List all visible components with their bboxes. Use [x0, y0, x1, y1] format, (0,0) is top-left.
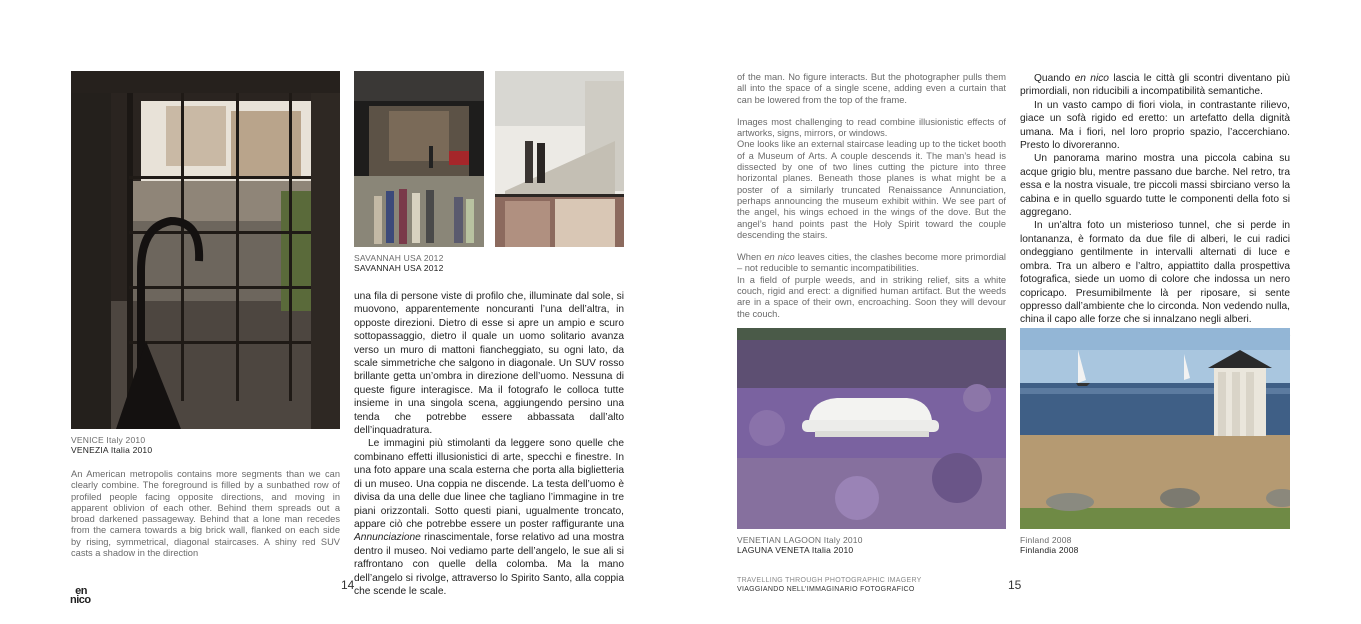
photo-savannah-museum: [495, 71, 624, 247]
caption-lagoon-en: VENETIAN LAGOON Italy 2010: [737, 535, 863, 545]
italian-right-paragraph-3: Un panorama marino mostra una piccola cabina su acque grigio blu, mentre passano due barche. Nel retro, tra essa e la nostra visuale, tre piccoli massi sbirciano verso la cabina e in quello sguardo tutte le componenti della foto si aggregano.: [1020, 153, 1290, 219]
italian-text-right: [1020, 72, 1290, 354]
page-number-right: 15: [1008, 578, 1022, 592]
caption-finland-en: Finland 2008: [1020, 535, 1072, 545]
caption-venice-it: VENEZIA Italia 2010: [71, 445, 153, 455]
english-right-p3-em: en nico: [764, 252, 795, 263]
photo-venice-image: [71, 71, 340, 429]
italian-right-p1-em: en nico: [1074, 73, 1109, 84]
english-right-paragraph-2b: One looks like an external staircase leading up to the ticket booth of a Museum of Arts. A couple descends it. The man’s head is dissected by one of two lines cutting the picture into three horizontal planes. Beneath those planes is what might be a poster of a similarly truncated Renaissance Annunciation, perhaps announcing the museum exhibit within. We see part of the angel, his wings echoed in the wings of the dove. But the angel’s hand points past the Holy Spirit toward the couple descending the stairs.: [737, 139, 1006, 240]
english-right-paragraph-3b: In a field of purple weeds, and in striking relief, sits a white couch, rigid and erect: a dignified human artifact. But the weeds are in a space of their own, encroaching. Soon they will devour the couch.: [737, 274, 1006, 319]
footer-title-it: VIAGGIANDO NELL’IMMAGINARIO FOTOGRAFICO: [737, 586, 915, 593]
italian-paragraph-2-em: Annunciazione: [354, 532, 421, 544]
caption-finland: [1020, 535, 1079, 555]
caption-savannah-it: SAVANNAH USA 2012: [354, 263, 444, 273]
footer-titles: [737, 576, 922, 594]
caption-venice-en: VENICE Italy 2010: [71, 435, 146, 445]
logo: [70, 578, 91, 605]
english-right-paragraph-1: of the man. No figure interacts. But the photographer pulls them all into the space of a single scene, adding even a curtain that can be lowered from the top of the frame.: [737, 72, 1006, 105]
english-text-left: [71, 469, 340, 559]
caption-lagoon-it: LAGUNA VENETA Italia 2010: [737, 545, 854, 555]
photo-savannah-passage: [354, 71, 484, 247]
english-paragraph: An American metropolis contains more segments than we can clearly combine. The foreground is filled by a sunbathed row of profiled people facing opposite directions, and moving in apparent oblivion of each other. Behind them spreads out a broad darkened passageway. Behind that a lone man recedes from the camera towards a big brick wall, flanked on each side by rising, symmetrical, diagonal staircases. A shiny red SUV casts a shadow in the direction: [71, 469, 340, 559]
logo-text: en nico: [70, 585, 91, 606]
english-right-p3-pre: When: [737, 252, 765, 263]
caption-venice: [71, 435, 152, 455]
footer-title-en: TRAVELLING THROUGH PHOTOGRAPHIC IMAGERY: [737, 577, 922, 584]
italian-right-paragraph-1: [1020, 72, 1290, 99]
photo-finland-image: [1020, 328, 1290, 529]
photo-finland: [1020, 328, 1290, 529]
italian-text-left: [354, 290, 624, 598]
photo-venice: [71, 71, 340, 429]
italian-paragraph-2-end: rinascimentale, forse relativo ad una mostra dentro il museo. Noi vediamo parte dell’angelo, le sue ali si raffrontano con quelle della colomba. Ma la mano dell’angelo si rivolge, attraverso lo Spirito Santo, alla coppia che scende le scale.: [354, 532, 624, 597]
caption-lagoon: [737, 535, 863, 555]
page-number-left: 14: [341, 578, 355, 592]
italian-paragraph-2-start: Le immagini più stimolanti da leggere sono quelle che combinano effetti illusionistici di arte, specchi e finestre. In una foto appare una scala esterna che porta alla biglietteria di un museo. Una coppia ne discende. La testa dell’uomo è divisa da una delle due linee che tagliano l’immagine in tre piani orizzontali. Sotto questi piani, ugualmente troncato, appare ciò che potrebbe essere un poster raffigurante una: [354, 438, 624, 530]
english-right-paragraph-2a: Images most challenging to read combine illusionistic effects of artworks, signs, mirrors, or windows.: [737, 116, 1006, 139]
italian-paragraph-2: [354, 437, 624, 598]
caption-finland-it: Finlandia 2008: [1020, 545, 1079, 555]
italian-right-p1-pre: Quando: [1034, 73, 1075, 84]
photo-venetian-lagoon: [737, 328, 1006, 529]
italian-paragraph-1: una fila di persone viste di profilo che, illuminate dal sole, si muovono, apparentemente noncuranti l’una dell’altra, in opposte direzioni. Dietro di esse si apre un ampio e scuro sottopassaggio, dietro il quale un uomo solitario avanza verso un muro di mattoni fiancheggiato, su ogni lato, da scale simmetriche che salgono in diagonale. Un SUV rosso brillante getta un’ombra in direzione dell’uomo. Nessuna di queste figure interagisce. Ma il fotografo le colloca tutte insieme in una singola scena, aggiungendo persino una tenda che potrebbe essere abbassata dall’alto dell’inquadratura.: [354, 291, 624, 437]
italian-right-p1-post: lascia le città gli scontri diventano più primordiali, non riducibili a incompatibilità semantiche.: [1020, 73, 1291, 98]
english-right-p3-post: leaves cities, the clashes become more primordial – not reducible to semantic incompatibilities.: [737, 252, 1006, 274]
italian-right-paragraph-2: In un vasto campo di fiori viola, in contrastante rilievo, giace un sofà rigido ed eretto: un artefatto della dignità umana. Ma i fiori, nel loro proprio spazio, l’accerchiano. Presto lo divoreranno.: [1020, 99, 1290, 152]
photo-savannah-passage-image: [354, 71, 484, 247]
caption-savannah-en: SAVANNAH USA 2012: [354, 253, 444, 263]
italian-right-paragraph-4: In un’altra foto un misterioso tunnel, che si perde in lontananza, è formato da due file di alberi, le cui radici ondeggiano gentilmente in intervalli alternati di luce e ombra. Tra un albero e l’altro, appiattito dalla prospettiva fotografica, siede un uomo di colore che indossa un nero copricapo. Presumibilmente là per riposare, si sente oppresso dall’ambiente che lo circonda. Non vedendo nulla, china il capo alle forze che si innalzano negli alberi.: [1020, 220, 1290, 326]
photo-savannah-museum-image: [495, 71, 624, 247]
caption-savannah: [354, 253, 444, 273]
english-text-right: [737, 72, 1006, 320]
photo-venetian-lagoon-image: [737, 328, 1006, 529]
english-right-paragraph-3: [737, 252, 1006, 275]
